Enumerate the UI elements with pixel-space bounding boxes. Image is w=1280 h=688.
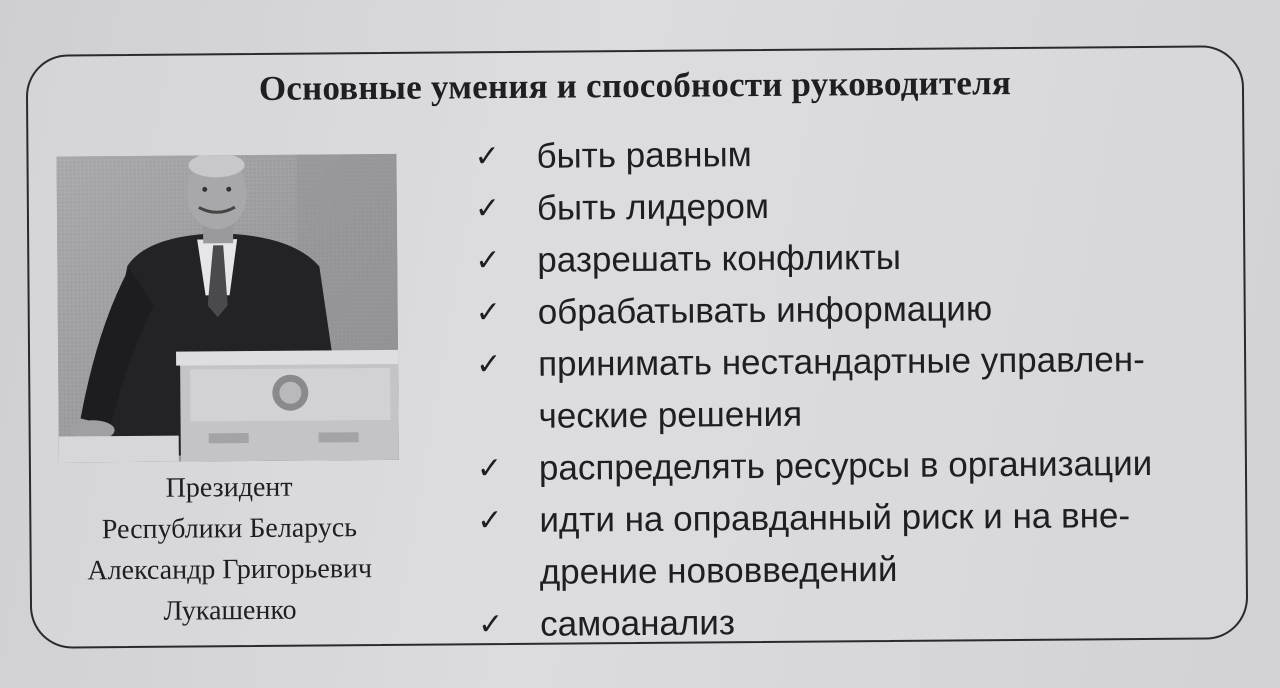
caption-line: Президент: [165, 471, 293, 504]
list-item: [478, 593, 1218, 651]
skill-text: разрешать конфликты: [537, 237, 902, 280]
skills-list: [474, 125, 1218, 651]
list-item: [477, 489, 1218, 599]
skill-text-continued: ческие решения: [538, 394, 803, 436]
skill-text: идти на оправданный риск и на вне-: [539, 496, 1131, 540]
box-title: Основные умения и способности руководителя: [258, 63, 1012, 108]
checkmark-icon: ✓: [475, 243, 501, 279]
list-item: [475, 177, 1215, 235]
list-item: [476, 281, 1216, 339]
list-item: [477, 437, 1217, 495]
person-at-podium-photo: [56, 154, 398, 463]
caption-line: Александр Григорьевич: [87, 553, 373, 587]
list-item: [476, 333, 1217, 443]
skill-text: самоанализ: [540, 603, 736, 644]
checkmark-icon: ✓: [474, 191, 501, 227]
list-item: [474, 125, 1214, 183]
list-item: [475, 229, 1215, 287]
checkmark-icon: ✓: [475, 295, 502, 331]
checkmark-icon: ✓: [477, 503, 503, 539]
skill-text: быть лидером: [536, 186, 770, 228]
photo-caption: [41, 466, 418, 633]
skill-text-continued: дрение нововведений: [539, 549, 898, 592]
checkmark-icon: ✓: [475, 347, 502, 383]
checkmark-icon: ✓: [476, 451, 503, 487]
caption-line: Лукашенко: [163, 594, 297, 627]
skill-text: быть равным: [536, 135, 752, 176]
skill-text: принимать нестандартные управлен-: [537, 340, 1145, 384]
checkmark-icon: ✓: [474, 139, 500, 175]
checkmark-icon: ✓: [478, 607, 504, 643]
caption-line: Республики Беларусь: [101, 512, 358, 546]
skill-text: обрабатывать информацию: [537, 289, 993, 332]
skill-text: распределять ресурсы в организации: [538, 443, 1153, 488]
president-photo: [56, 154, 398, 463]
skills-info-box: [26, 45, 1249, 649]
